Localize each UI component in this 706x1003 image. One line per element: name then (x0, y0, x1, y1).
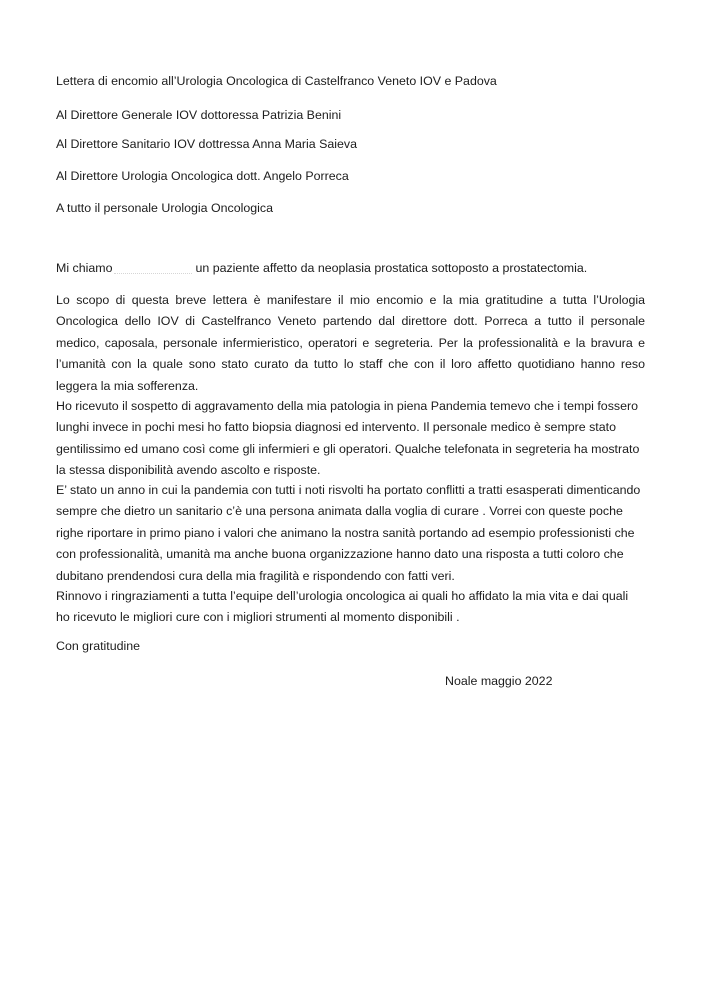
place-and-date: Noale maggio 2022 (445, 674, 553, 688)
intro-line (56, 258, 587, 279)
paragraph-treatment (56, 396, 645, 482)
paragraph-text: Rinnovo i ringraziamenti a tutta l’equipe dell’urologia oncologica ai quali ho affidato la mia vita e dai quali ho ricevuto le migliori cure con i migliori strumenti al momento disponibili . (56, 589, 629, 625)
intro-text-before: Mi chiamo (56, 261, 113, 275)
paragraph-pandemic (56, 480, 645, 587)
recipient-health-director: Al Direttore Sanitario IOV dottressa Anna Maria Saieva (56, 137, 357, 151)
paragraph-text: Lo scopo di questa breve lettera è manifestare il mio encomio e la mia gratitudine a tutta l’Urologia Oncologica dello IOV di Castelfranco Veneto partendo dal direttore dott. Porreca a tutto il personale medico, caposala, personale infermieristico, operatori e segreteria. Per la professionalità e la bravura e l’umanità con la quale sono stato curato da tutto lo staff che con il loro affetto quotidiano hanno reso leggera la mia sofferenza. (56, 293, 645, 393)
paragraph-text: E’ stato un anno in cui la pandemia con tutti i noti risvolti ha portato conflitti a tratti esasperati dimenticando sempre che dietro un sanitario c’è una persona animata dalla voglia di curare . Vorrei con queste poche righe riportare in primo piano i valori che animano la nostra sanità portando ad esempio professionisti che con professionalità, umanità ma anche buona organizzazione hanno dato una risposta a tutti coloro che dubitano prendendosi cura della mia fragilità e rispondendo con fatti veri. (56, 483, 641, 583)
letter-title: Lettera di encomio all’Urologia Oncologica di Castelfranco Veneto IOV e Padova (56, 74, 497, 88)
paragraph-purpose (56, 290, 645, 397)
paragraph-text: Ho ricevuto il sospetto di aggravamento della mia patologia in piena Pandemia temevo che i tempi fossero lunghi invece in pochi mesi ho fatto biopsia diagnosi ed intervento. Il personale medico è sempre stato gentilissimo ed umano così come gli infermieri e gli operatori. Qualche telefonata in segreteria ha mostrato la stessa disponibilità avendo ascolto e risposte. (56, 399, 640, 478)
intro-text-after: un paziente affetto da neoplasia prostatica sottoposto a prostatectomia. (195, 261, 588, 275)
recipient-general-director: Al Direttore Generale IOV dottoressa Patrizia Benini (56, 108, 342, 122)
closing-salutation: Con gratitudine (56, 639, 141, 653)
redacted-name (114, 258, 192, 274)
recipient-urology-director: Al Direttore Urologia Oncologica dott. Angelo Porreca (56, 169, 349, 183)
recipient-all-staff: A tutto il personale Urologia Oncologica (56, 201, 273, 215)
paragraph-thanks (56, 586, 645, 629)
